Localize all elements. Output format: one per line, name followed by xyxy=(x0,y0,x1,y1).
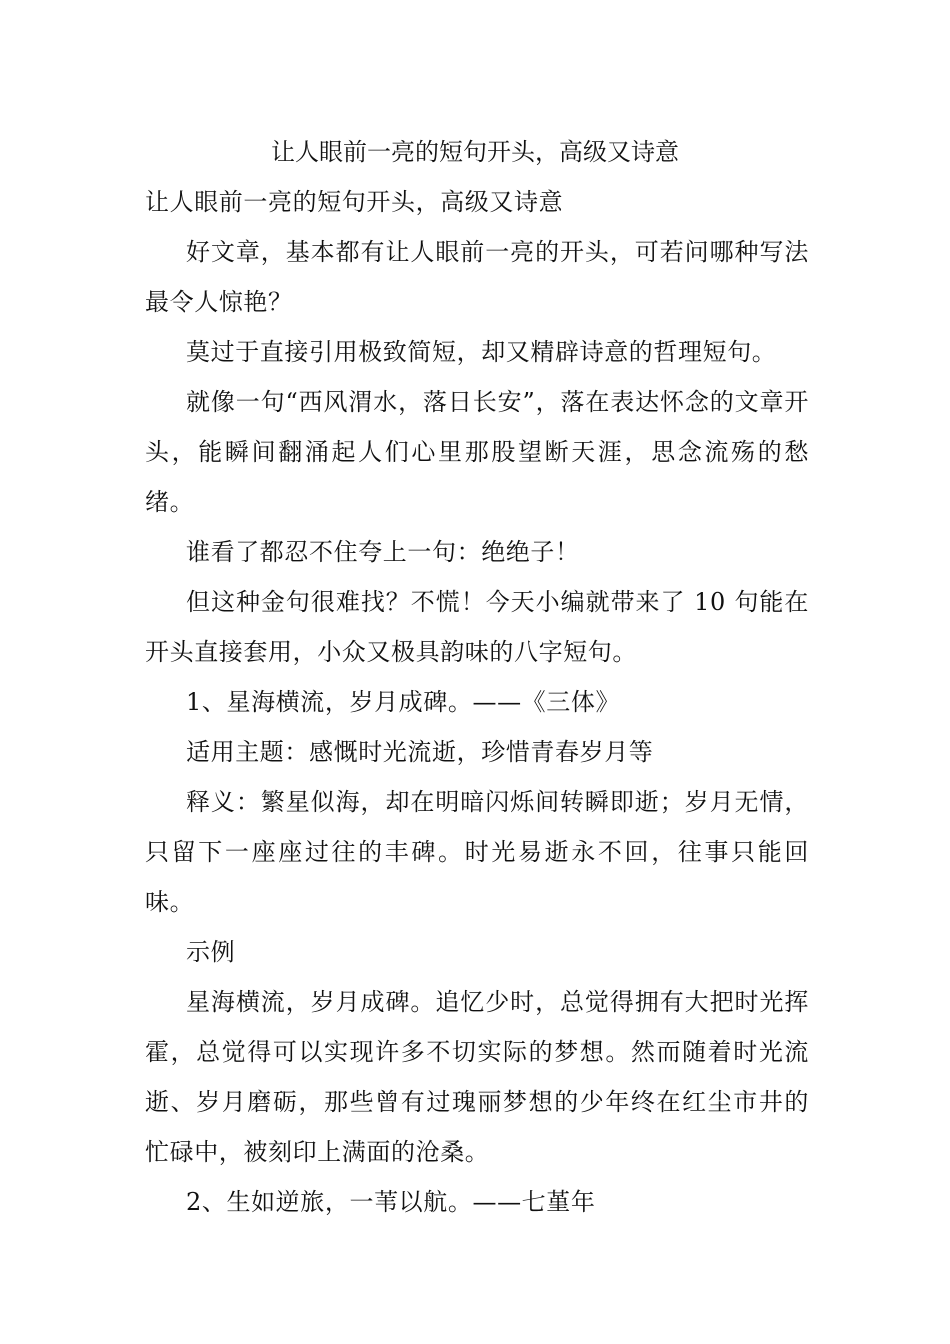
explanation: 释义：繁星似海，却在明暗闪烁间转瞬即逝；岁月无情，只留下一座座过往的丰碑。时光易逝永不回，往事只能回味。 xyxy=(145,788,809,916)
applicable-theme: 适用主题：感慨时光流逝，珍惜青春岁月等 xyxy=(186,738,654,766)
paragraph: 但这种金句很难找？不慌！今天小编就带来了 10 句能在开头直接套用，小众又极具韵味的八字短句。 xyxy=(145,588,809,666)
paragraph: 谁看了都忍不住夸上一句：绝绝子！ xyxy=(186,538,580,566)
paragraph: 好文章，基本都有让人眼前一亮的开头，可若问哪种写法最令人惊艳？ xyxy=(145,238,809,316)
quote-heading-2: 2、生如逆旅，一苇以航。——七堇年 xyxy=(186,1188,596,1216)
example-label: 示例 xyxy=(186,938,236,966)
paragraph: 莫过于直接引用极致简短，却又精辟诗意的哲理短句。 xyxy=(186,338,777,366)
example-paragraph: 星海横流，岁月成碑。追忆少时，总觉得拥有大把时光挥霍，总觉得可以实现许多不切实际的梦想。然而随着时光流逝、岁月磨砺，那些曾有过瑰丽梦想的少年终在红尘市井的忙碌中，被刻印上满面的沧桑。 xyxy=(145,988,809,1166)
document-title: 让人眼前一亮的短句开头，高级又诗意 xyxy=(271,138,679,166)
paragraph-heading-repeat: 让人眼前一亮的短句开头，高级又诗意 xyxy=(145,188,564,216)
quote-heading-1: 1、星海横流，岁月成碑。——《三体》 xyxy=(186,688,621,716)
paragraph: 就像一句“西风渭水，落日长安”，落在表达怀念的文章开头，能瞬间翻涌起人们心里那股望断天涯，思念流殇的愁绪。 xyxy=(145,388,809,516)
document-body xyxy=(145,177,809,1227)
